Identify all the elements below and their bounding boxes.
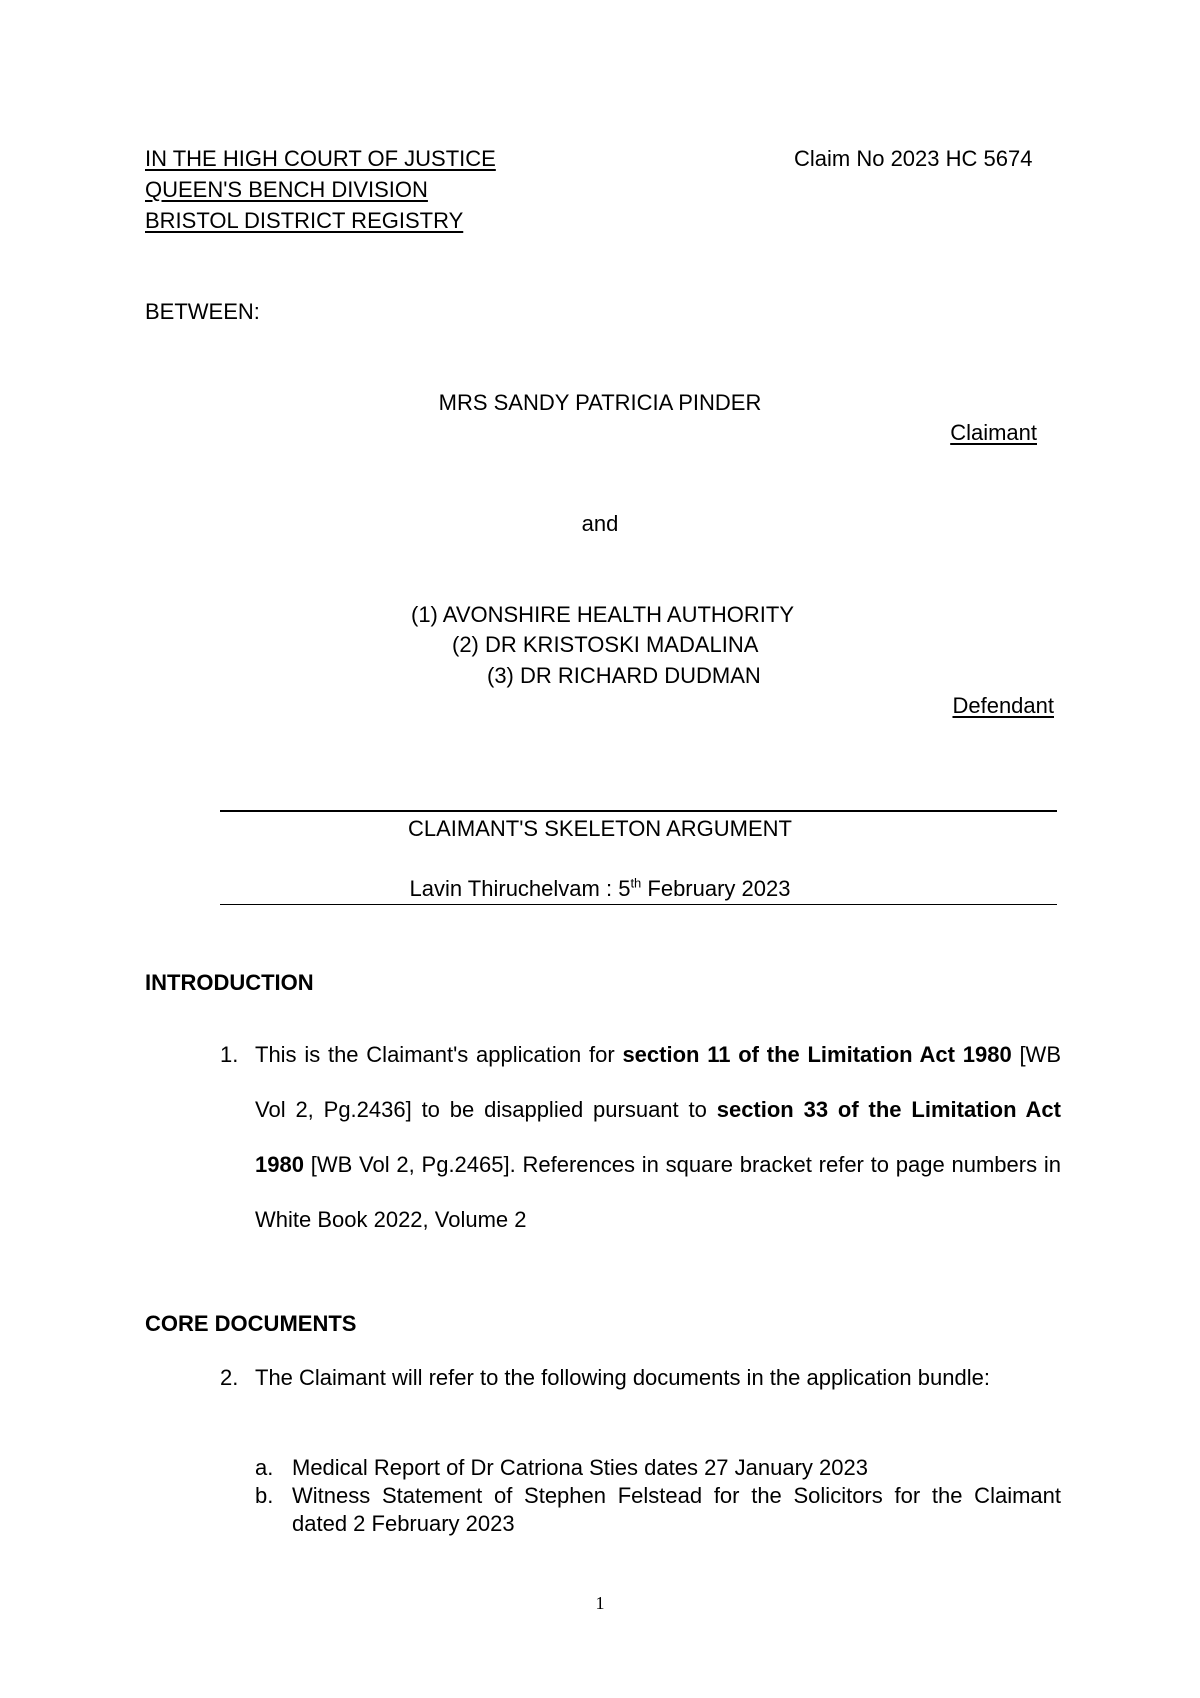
list-item-letter: a. (255, 1455, 274, 1480)
claimant-role: Claimant (950, 420, 1037, 445)
between-label: BETWEEN: (145, 299, 260, 324)
heading-introduction: INTRODUCTION (145, 970, 314, 995)
paragraph-number: 2. (220, 1365, 239, 1390)
court-division: QUEEN'S BENCH DIVISION (145, 177, 428, 202)
paragraph-2: 2. The Claimant will refer to the following documents in the application bundle: (220, 1365, 990, 1390)
heading-core-documents: CORE DOCUMENTS (145, 1311, 357, 1336)
list-item-text: Medical Report of Dr Catriona Sties dates 27 January 2023 (292, 1455, 868, 1480)
list-item-text: Witness Statement of Stephen Felstead for the Solicitors for the Claimant dated 2 February 2023 (292, 1483, 1061, 1536)
skeleton-title: CLAIMANT'S SKELETON ARGUMENT (408, 816, 792, 841)
list-item-letter: b. (255, 1483, 274, 1508)
paragraph-1: 1. This is the Claimant's application for section 11 of the Limitation Act 1980 [WB Vol 2, Pg.2436] to be disapplied pursuant to section 33 of the Limitation Act 1980 [WB Vol 2, Pg.2465]. References in square bracket refer to page numbers in White Book 2022, Volume 2 (255, 1027, 1061, 1247)
skeleton-author-date: Lavin Thiruchelvam : 5th February 2023 (409, 875, 791, 901)
defendant-role: Defendant (952, 693, 1054, 718)
court-name: IN THE HIGH COURT OF JUSTICE (145, 146, 496, 171)
page-number: 1 (595, 1593, 605, 1613)
paragraph-number: 1. (220, 1042, 239, 1067)
defendant-3: (3) DR RICHARD DUDMAN (487, 663, 761, 688)
defendant-2: (2) DR KRISTOSKI MADALINA (452, 632, 759, 657)
title-bottom-rule (220, 904, 1057, 905)
and-label: and (581, 511, 619, 536)
claimant-name: MRS SANDY PATRICIA PINDER (438, 390, 762, 415)
title-top-rule (220, 810, 1057, 812)
list-item (255, 1482, 1061, 1538)
list-item (255, 1454, 1061, 1482)
court-heading (145, 143, 496, 236)
claim-number: Claim No 2023 HC 5674 (794, 146, 1033, 171)
defendant-1: (1) AVONSHIRE HEALTH AUTHORITY (411, 602, 795, 627)
court-registry: BRISTOL DISTRICT REGISTRY (145, 208, 464, 233)
